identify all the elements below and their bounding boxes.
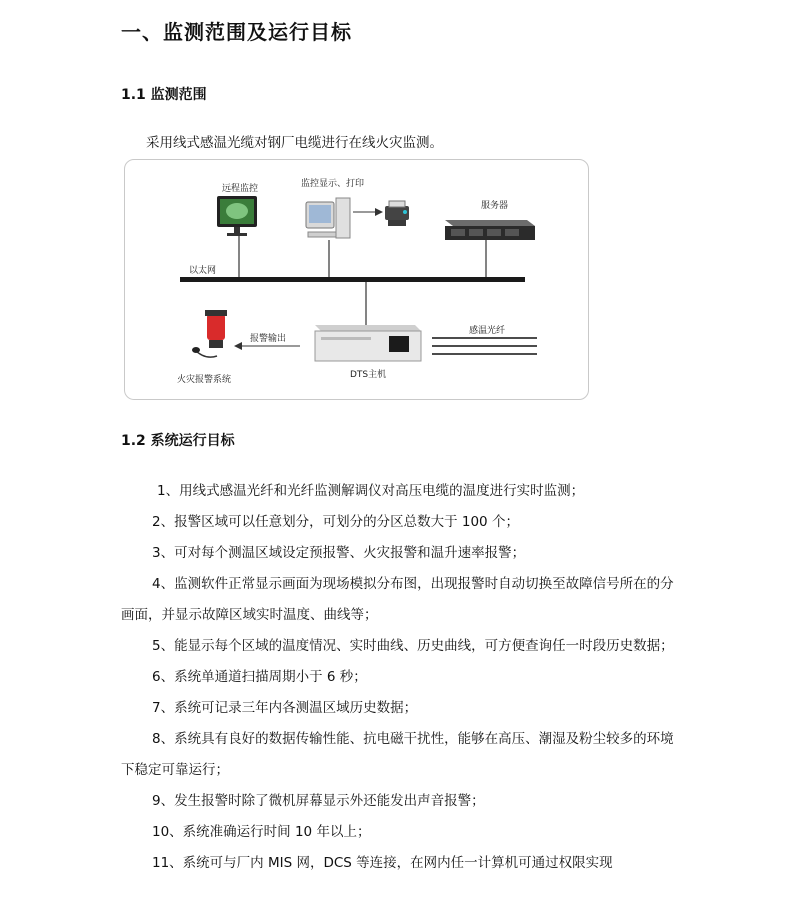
label-ethernet: 以太网 <box>189 266 217 276</box>
label-display-print: 监控显示、打印 <box>301 179 365 189</box>
goal-item: 9、发生报警时除了微机屏幕显示外还能发出声音报警； <box>152 793 485 809</box>
goal-item: 10、系统准确运行时间 10 年以上； <box>152 824 371 840</box>
intro-paragraph: 采用线式感温光缆对钢厂电缆进行在线火灾监测。 <box>146 135 443 151</box>
fire-alarm-siren-icon <box>192 310 227 357</box>
goal-item: 4、监测软件正常显示画面为现场模拟分布图，出现报警时自动切换至故障信号所在的分画面，并显示故障区域实时温度、曲线等； <box>121 576 674 623</box>
label-dts-host: DTS主机 <box>350 370 387 380</box>
remote-monitor-icon <box>217 196 257 236</box>
goal-item: 1、用线式感温光纤和光纤监测解调仪对高压电缆的温度进行实时监测； <box>157 483 585 499</box>
goal-item: 7、系统可记录三年内各测温区域历史数据； <box>152 700 418 716</box>
diagram-graphics <box>125 160 588 399</box>
subsection-title-operation-goals: 1.2 系统运行目标 <box>121 433 235 449</box>
subsection-title-monitoring-scope: 1.1 监测范围 <box>121 87 207 103</box>
label-sensing-fiber: 感温光纤 <box>469 326 506 336</box>
system-architecture-diagram <box>124 159 589 400</box>
printer-icon <box>385 201 409 226</box>
label-alarm-output: 报警输出 <box>250 334 287 344</box>
section-heading: 一、监测范围及运行目标 <box>121 20 352 44</box>
label-server: 服务器 <box>481 201 509 211</box>
dts-host-icon <box>315 325 421 361</box>
ethernet-bus <box>180 277 525 282</box>
label-fire-alarm-system: 火灾报警系统 <box>177 375 232 385</box>
goal-item: 6、系统单通道扫描周期小于 6 秒； <box>152 669 367 685</box>
workstation-icon <box>306 198 350 238</box>
goal-item: 8、系统具有良好的数据传输性能、抗电磁干扰性，能够在高压、潮湿及粉尘较多的环境下稳定可靠运行； <box>121 731 674 778</box>
label-remote-monitor: 远程监控 <box>222 184 259 194</box>
goal-item: 11、系统可与厂内 MIS 网，DCS 等连接，在网内任一计算机可通过权限实现 <box>152 855 613 871</box>
goal-item: 2、报警区域可以任意划分，可划分的分区总数大于 100 个； <box>152 514 519 530</box>
goals-list <box>121 476 681 879</box>
goal-item: 3、可对每个测温区域设定预报警、火灾报警和温升速率报警； <box>152 545 526 561</box>
goal-item: 5、能显示每个区域的温度情况、实时曲线、历史曲线，可方便查询任一时段历史数据； <box>152 638 674 654</box>
server-icon <box>445 220 535 240</box>
